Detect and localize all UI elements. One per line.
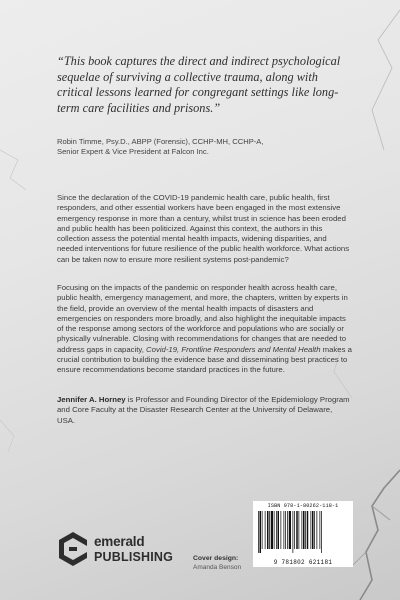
description-paragraph-1: Since the declaration of the COVID-19 pandemic health care, public health, first responders, and other essential workers have been engaged in the most extensive emergency response in more than a century, whilst trust in science has been eroded and public health has been politicized. Against this context, the authors in this collection assess the potential mental health impacts, widening disparities, and needed interventions for future resilience of the public health workforce. What actions can be taken now to ensure more resilient systems post-pandemic? [57,193,350,264]
barcode-bar [269,511,270,549]
endorsement-quote: “This book captures the direct and indirect psychological sequelae of surviving a collective trauma, along with critical lessons learned for congregant settings like long-term care facilities and prisons.” [57,54,341,115]
paragraph-2-text: Focusing on the impacts of the pandemic on responder health across health care, public health, emergency management, and more, the chapters, written by experts in the field, provide an overview of the mental health impacts of disasters and emergencies on responders more broadly, and also highlight the inequitable impacts of the response among sectors of the workforce and populations who are socially or physically vulnerable. Closing with recommendations for changes that are needed to address gaps in capacity, [57,283,348,354]
paragraph-2-text-end: makes a crucial contribution to building the evidence base and disseminating best practices to ensure recommendations become standard practices in the future. [57,344,352,374]
barcode-bar [303,511,305,549]
barcode-bar [289,511,291,549]
barcode-bar [260,511,262,553]
author-name: Jennifer A. Horney [57,395,126,404]
barcode-bar [293,511,294,553]
barcode-bar [278,511,280,549]
barcode-bar [258,511,259,553]
barcode-bar [274,511,275,549]
barcode-bar [262,511,263,549]
barcode-bar [284,511,285,549]
barcode-bar [299,511,300,549]
barcode-bar [312,511,314,549]
isbn-label: ISBN 978-1-80262-118-1 [267,503,339,509]
barcode-bar [271,511,273,549]
cover-designer-name: Amanda Benson [193,564,242,571]
barcode-bar [307,511,309,549]
barcode-bar [314,511,315,549]
publisher-logo [56,528,176,570]
author-bio-text: is Professor and Founding Director of the Epidemiology Program and Core Faculty at the Disaster Research Center at the University of Delaware, USA. [57,395,350,425]
attribution-name: Robin Timme, Psy.D., ABPP (Forensic), CCHP-MH, CCHP-A, [57,137,264,146]
barcode-bar [285,511,286,549]
barcode-bar [294,511,295,549]
barcode-bar [296,511,298,549]
book-title-italic: Covid-19, Frontline Responders and Mental Health [146,344,321,354]
barcode-bar [317,511,318,549]
author-bio [57,395,352,426]
isbn-barcode [253,501,353,567]
barcode-bar [311,511,312,549]
publisher-name: emerald [94,534,145,549]
barcode-bar [267,511,269,549]
barcode-bar [287,511,288,549]
barcode-bar [321,511,322,553]
barcode-bar [302,511,303,549]
cover-design-label: Cover design: [193,555,239,562]
barcode-bar [276,511,277,549]
publisher-subtitle: PUBLISHING [94,550,174,564]
cover-design-credit [193,554,253,572]
barcode-bar [281,511,282,549]
barcode-bar [320,511,321,549]
barcode-bar [265,511,266,549]
attribution-title: Senior Expert & Vice President at Falcon Inc. [57,147,209,157]
endorsement-attribution [57,137,357,158]
barcode-bars [256,511,350,557]
barcode-digits: 9 781802 621181 [273,559,333,566]
emerald-e-icon [56,530,90,568]
barcode-bar [305,511,306,549]
description-paragraph-2 [57,283,352,375]
